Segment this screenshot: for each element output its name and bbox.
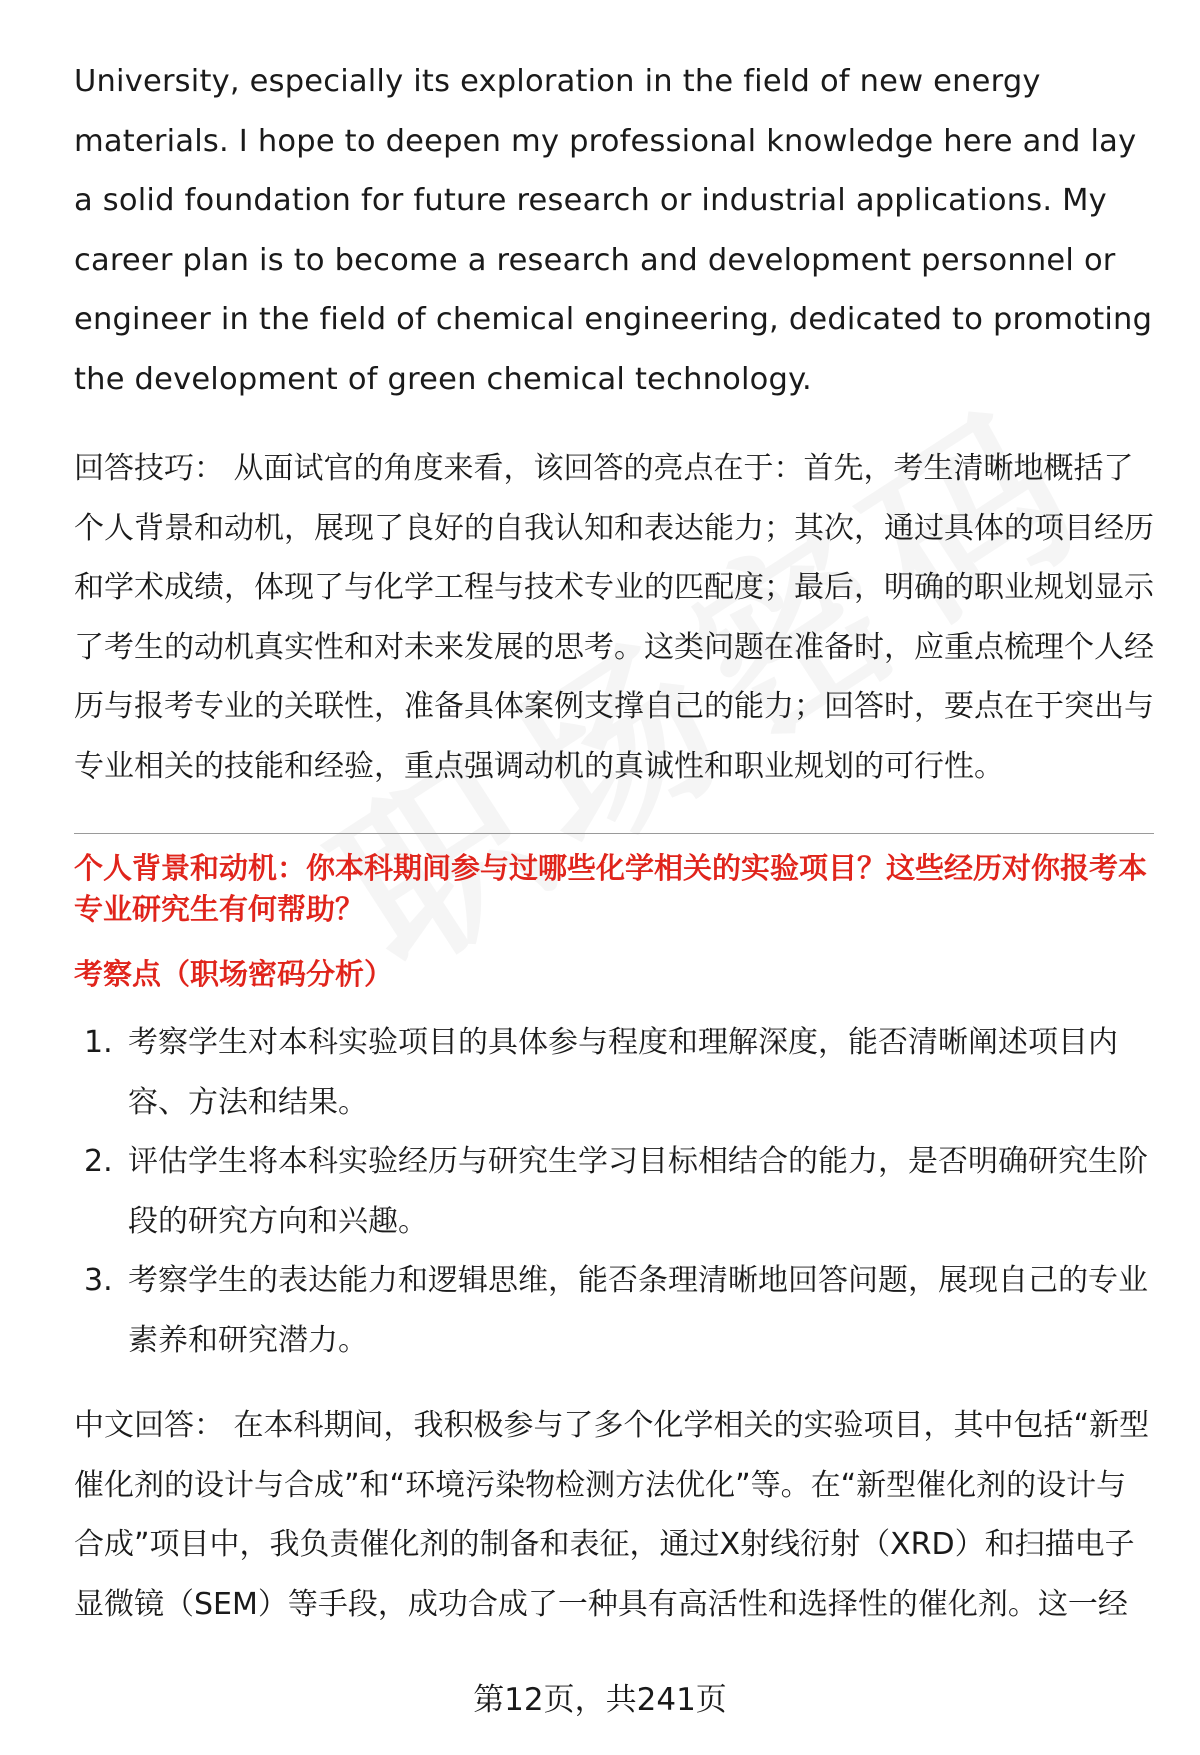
list-item (74, 1251, 1154, 1370)
question-heading: 个人背景和动机：你本科期间参与过哪些化学相关的实验项目？这些经历对你报考本专业研究生有何帮助？ (74, 851, 1148, 926)
list-item (74, 1013, 1154, 1132)
analysis-list (74, 1013, 1154, 1370)
chinese-answer-paragraph: 中文回答： 在本科期间，我积极参与了多个化学相关的实验项目，其中包括“新型催化剂的设计与合成”和“环境污染物检测方法优化”等。在“新型催化剂的设计与合成”项目中，我负责催化剂的制备和表征，通过X射线衍射（XRD）和扫描电子显微镜（SEM）等手段，成功合成了一种具有高活性和选择性的催化剂。这一经 (74, 1408, 1150, 1622)
answer-tips-paragraph: 回答技巧： 从面试官的角度来看，该回答的亮点在于：首先，考生清晰地概括了个人背景和动机，展现了良好的自我认知和表达能力；其次，通过具体的项目经历和学术成绩，体现了与化学工程与技术专业的匹配度；最后，明确的职业规划显示了考生的动机真实性和对未来发展的思考。这类问题在准备时，应重点梳理个人经历与报考专业的关联性，准备具体案例支撑自己的能力；回答时，要点在于突出与专业相关的技能和经验，重点强调动机的真诚性和职业规划的可行性。 (74, 451, 1154, 784)
list-item-text: 评估学生将本科实验经历与研究生学习目标相结合的能力，是否明确研究生阶段的研究方向和兴趣。 (128, 1144, 1148, 1239)
page-number-footer: 第12页，共241页 (473, 1682, 727, 1718)
list-item-text: 考察学生的表达能力和逻辑思维，能否条理清晰地回答问题，展现自己的专业素养和研究潜力。 (128, 1263, 1148, 1358)
list-item-number: 1. (84, 1025, 113, 1060)
list-item-text: 考察学生对本科实验项目的具体参与程度和理解深度，能否清晰阐述项目内容、方法和结果。 (128, 1025, 1118, 1120)
section-divider (74, 833, 1154, 834)
analysis-heading: 考察点（职场密码分析） (74, 957, 394, 991)
list-item-number: 2. (84, 1144, 113, 1179)
list-item (74, 1132, 1154, 1251)
list-item-number: 3. (84, 1263, 113, 1298)
document-page (74, 52, 1154, 1634)
intro-paragraph-en: University, especially its exploration in the field of new energy materials. I hope to deepen my professional knowledge here and lay a solid foundation for future research or industrial applications. My career plan is to become a research and development personnel or engineer in the field of chemical engineering, dedicated to promoting the development of green chemical technology. (74, 64, 1153, 397)
